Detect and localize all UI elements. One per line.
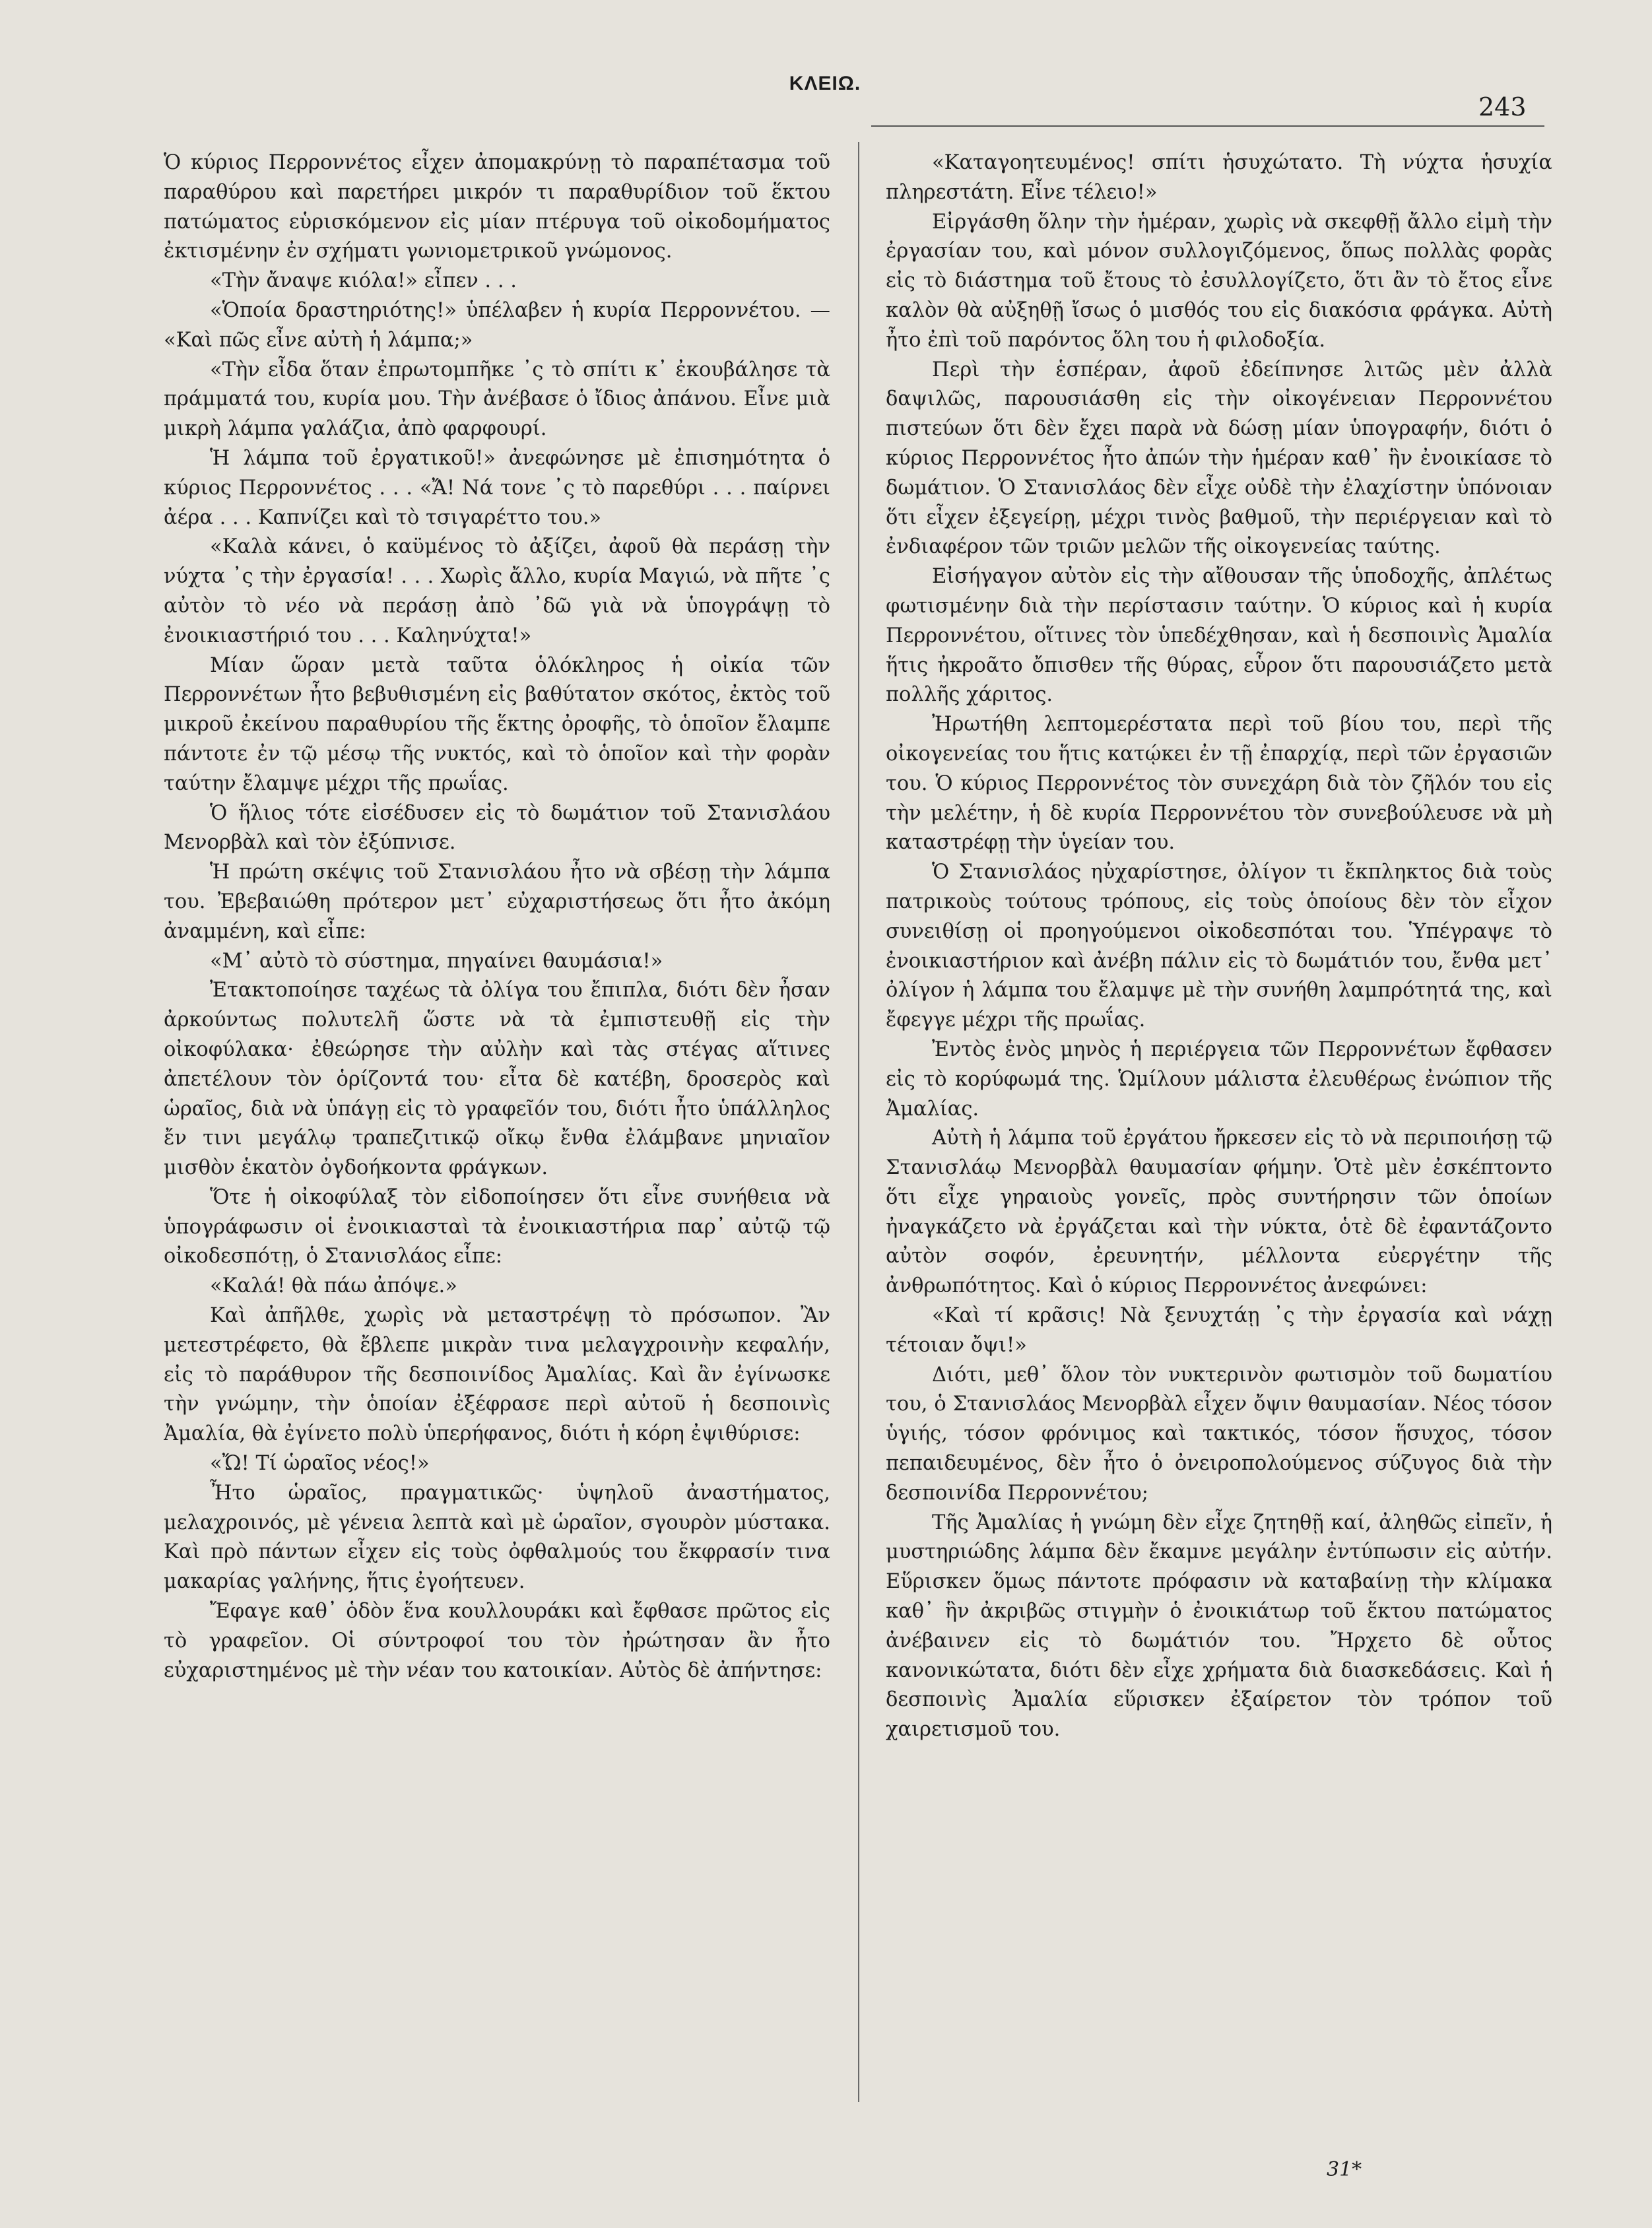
paragraph: «Καλὰ κάνει, ὁ καϋμένος τὸ ἀξίζει, ἀφοῦ θὰ περάσῃ τὴν νύχτα ᾽ς τὴν ἐργασία! . . . Χωρὶς ἄλλο, κυρία Μαγιώ, νὰ πῆτε ᾽ς αὐτὸν τὸ νέο νὰ περάσῃ ἀπὸ ᾽δῶ γιὰ νὰ ὑπογράψῃ τὸ ἐνοικιαστήριό του . . . Καληνύχτα!»	[164, 535, 830, 647]
paragraph: «Καὶ τί κρᾶσις! Νὰ ξενυχτάῃ ᾽ς τὴν ἐργασία καὶ νάχῃ τέτοιαν ὄψι!»	[886, 1304, 1552, 1357]
column-divider	[858, 142, 859, 2102]
paragraph: Ἐντὸς ἑνὸς μηνὸς ἡ περιέργεια τῶν Περροννέτων ἔφθασεν εἰς τὸ κορύφωμά της. Ὡμίλουν μάλιστα ἐλευθέρως ἐνώπιον τῆς Ἀμαλίας.	[886, 1037, 1552, 1121]
signature-mark: 31*	[1327, 2158, 1362, 2181]
paragraph: «Τὴν ἄναψε κιόλα!» εἶπεν . . .	[210, 269, 517, 293]
paragraph: Ἡ λάμπα τοῦ ἐργατικοῦ!» ἀνεφώνησε μὲ ἐπισημότητα ὁ κύριος Περροννέτος . . . «Ἄ! Νά τονε ᾽ς τὸ παρεθύρι . . . παίρνει ἀέρα . . . Καπνίζει καὶ τὸ τσιγαρέττο του.»	[164, 446, 830, 529]
paragraph: Μίαν ὥραν μετὰ ταῦτα ὁλόκληρος ἡ οἰκία τῶν Περροννέτων ἦτο βεβυθισμένη εἰς βαθύτατον σκότος, ἐκτὸς τοῦ μικροῦ ἐκείνου παραθυρίου τῆς ἕκτης ὀροφῆς, τὸ ὁποῖον ἔλαμπε πάντοτε ἐν τῷ μέσῳ τῆς νυκτός, καὶ τὸ ὁποῖον καὶ τὴν φορὰν ταύτην ἔλαμψε μέχρι τῆς πρωΐας.	[164, 653, 830, 795]
paragraph: Εἰργάσθη ὅλην τὴν ἡμέραν, χωρὶς νὰ σκεφθῇ ἄλλο εἰμὴ τὴν ἐργασίαν του, καὶ μόνον συλλογιζόμενος, ὅπως πολλὰς φορὰς εἰς τὸ διάστημα τοῦ ἔτους τὸ ἐσυλλογίζετο, ὅτι ἂν τὸ ἔτος εἶνε καλὸν θὰ αὐξηθῇ ἴσως ὁ μισθός του εἰς διακόσια φράγκα. Αὐτὴ ἦτο ἐπὶ τοῦ παρόντος ὅλη του ἡ φιλοδοξία.	[886, 210, 1552, 352]
paragraph: «Μ᾽ αὐτὸ τὸ σύστημα, πηγαίνει θαυμάσια!»	[210, 949, 663, 973]
paragraph: «Τὴν εἶδα ὅταν ἐπρωτομπῆκε ᾽ς τὸ σπίτι κ᾽ ἐκουβάλησε τὰ πράμματά του, κυρία μου. Τὴν ἀνέβασε ὁ ἴδιος ἀπάνου. Εἶνε μιὰ μικρὴ λάμπα γαλάζια, ἀπὸ φαρφουρί.	[164, 358, 830, 441]
left-column	[164, 148, 830, 2155]
running-title: ΚΛΕΙΩ.	[789, 73, 861, 94]
paragraph: Ὅτε ἡ οἰκοφύλαξ τὸν εἰδοποίησεν ὅτι εἶνε συνήθεια νὰ ὑπογράφωσιν οἱ ἐνοικιασταὶ τὰ ἐνοικιαστήρια παρ᾽ αὐτῷ τῷ οἰκοδεσπότῃ, ὁ Στανισλάος εἶπε:	[164, 1185, 830, 1268]
paragraph: «Καταγοητευμένος! σπίτι ἡσυχώτατο. Τὴ νύχτα ἡσυχία πληρεστάτη. Εἶνε τέλειο!»	[886, 151, 1552, 204]
paragraph: Περὶ τὴν ἑσπέραν, ἀφοῦ ἐδείπνησε λιτῶς μὲν ἀλλὰ δαψιλῶς, παρουσιάσθη εἰς τὴν οἰκογένειαν Περροννέτου πιστεύων ὅτι δὲν ἔχει παρὰ νὰ δώσῃ μίαν ὑπογραφήν, διότι ὁ κύριος Περροννέτος ἦτο ἀπών τὴν ἡμέραν καθ᾽ ἣν ἐνοικίασε τὸ δωμάτιον. Ὁ Στανισλάος δὲν εἶχε οὐδὲ τὴν ἐλαχίστην ὑπόνοιαν ὅτι εἶχεν ἐξεγείρῃ, μέχρι τινὸς βαθμοῦ, τὴν περιέργειαν καὶ τὸ ἐνδιαφέρον τῶν τριῶν μελῶν τῆς οἰκογενείας ταύτης.	[886, 358, 1552, 559]
right-column	[886, 148, 1552, 2155]
page-number: 243	[1478, 92, 1527, 121]
paragraph: «Ὤ! Τί ὡραῖος νέος!»	[210, 1452, 430, 1476]
paragraph: Ἡ πρώτη σκέψις τοῦ Στανισλάου ἦτο νὰ σβέσῃ τὴν λάμπα του. Ἐβεβαιώθη πρότερον μετ᾽ εὐχαριστήσεως ὅτι ἦτο ἀκόμη ἀναμμένη, καὶ εἶπε:	[164, 861, 830, 943]
paragraph: Ὁ Στανισλάος ηὐχαρίστησε, ὀλίγον τι ἔκπληκτος διὰ τοὺς πατρικοὺς τούτους τρόπους, εἰς τοὺς ὁποίους δὲν τὸν εἶχον συνειθίσῃ οἱ προηγούμενοι οἰκοδεσπόται του. Ὑπέγραψε τὸ ἐνοικιαστήριον καὶ ἀνέβη πάλιν εἰς τὸ δωμάτιόν του, ἔνθα μετ᾽ ὀλίγον ἡ λάμπα του ἔλαμψε μὲ τὴν συνήθη λαμπρότητά της, καὶ ἔφεγγε μέχρι τῆς πρωΐας.	[886, 861, 1552, 1032]
paragraph: Ἦτο ὡραῖος, πραγματικῶς· ὑψηλοῦ ἀναστήματος, μελαχροινός, μὲ γένεια λεπτὰ καὶ μὲ ὡραῖον, σγουρὸν μύστακα. Καὶ πρὸ πάντων εἶχεν εἰς τοὺς ὀφθαλμούς του ἔκφρασίν τινα μακαρίας γαλήνης, ἥτις ἐγοήτευεν.	[164, 1481, 830, 1594]
paragraph: «Ὁποία δραστηριότης!» ὑπέλαβεν ἡ κυρία Περροννέτου. — «Καὶ πῶς εἶνε αὐτὴ ἡ λάμπα;»	[164, 298, 830, 352]
paragraph: Ἠρωτήθη λεπτομερέστατα περὶ τοῦ βίου του, περὶ τῆς οἰκογενείας του ἥτις κατῴκει ἐν τῇ ἐπαρχίᾳ, περὶ τῶν ἐργασιῶν του. Ὁ κύριος Περροννέτος τὸν συνεχάρη διὰ τὸν ζῆλόν του εἰς τὴν μελέτην, ἡ δὲ κυρία Περροννέτου τὸν συνεβούλευσε νὰ μὴ καταστρέφῃ τὴν ὑγείαν του.	[886, 713, 1552, 855]
paragraph: Καὶ ἀπῆλθε, χωρὶς νὰ μεταστρέψῃ τὸ πρόσωπον. Ἂν μετεστρέφετο, θὰ ἔβλεπε μικρὰν τινα μελαγχροινὴν κεφαλήν, εἰς τὸ παράθυρον τῆς δεσποινίδος Ἀμαλίας. Καὶ ἂν ἐγίνωσκε τὴν γνώμην, τὴν ὁποίαν ἐξέφρασε περὶ αὐτοῦ ἡ δεσποινὶς Ἀμαλία, θὰ ἐγίνετο πολὺ ὑπερήφανος, διότι ἡ κόρη ἐψιθύρισε:	[164, 1304, 830, 1446]
paragraph: Ἐτακτοποίησε ταχέως τὰ ὀλίγα του ἔπιπλα, διότι δὲν ἦσαν ἀρκούντως πολυτελῆ ὥστε νὰ τὰ ἐμπιστευθῇ εἰς τὴν οἰκοφύλακα· ἐθεώρησε τὴν αὐλὴν καὶ τὰς στέγας αἵτινες ἀπετέλουν τὸν ὁρίζοντά του· εἶτα δὲ κατέβη, δροσερὸς καὶ ὡραῖος, διὰ νὰ ὑπάγῃ εἰς τὸ γραφεῖόν του, διότι ἦτο ὑπάλληλος ἔν τινι μεγάλῳ τραπεζιτικῷ οἴκῳ ἔνθα ἐλάμβανε μηνιαῖον μισθὸν ἑκατὸν ὀγδοήκοντα φράγκων.	[164, 979, 830, 1180]
paragraph: Εἰσήγαγον αὐτὸν εἰς τὴν αἴθουσαν τῆς ὑποδοχῆς, ἀπλέτως φωτισμένην διὰ τὴν περίστασιν ταύτην. Ὁ κύριος καὶ ἡ κυρία Περροννέτου, οἵτινες τὸν ὑπεδέχθησαν, καὶ ἡ δεσποινὶς Ἀμαλία ἥτις ἠκροᾶτο ὄπισθεν τῆς θύρας, εὗρον ὅτι παρουσιάζετο μετὰ πολλῆς χάριτος.	[886, 565, 1552, 707]
paragraph: Τῆς Ἀμαλίας ἡ γνώμη δὲν εἶχε ζητηθῇ καί, ἀληθῶς εἰπεῖν, ἡ μυστηριώδης λάμπα δὲν ἔκαμνε μεγάλην ἐντύπωσιν εἰς αὐτήν. Εὕρισκεν ὅμως πάντοτε πρόφασιν νὰ καταβαίνῃ τὴν κλίμακα καθ᾽ ἣν ἀκριβῶς στιγμὴν ὁ ἐνοικιάτωρ τοῦ ἕκτου πατώματος ἀνέβαινεν εἰς τὸ δωμάτιόν του. Ἤρχετο δὲ οὗτος κανονικώτατα, διότι δὲν εἶχε χρήματα διὰ διασκεδάσεις. Καὶ ἡ δεσποινὶς Ἀμαλία εὕρισκεν ἐξαίρετον τὸν τρόπον τοῦ χαιρετισμοῦ του.	[886, 1511, 1552, 1742]
header-rule	[871, 125, 1544, 127]
paragraph: «Καλά! θὰ πάω ἀπόψε.»	[210, 1274, 457, 1298]
paragraph: Ὁ κύριος Περροννέτος εἶχεν ἀπομακρύνῃ τὸ παραπέτασμα τοῦ παραθύρου καὶ παρετήρει μικρόν τι παραθυρίδιον τοῦ ἕκτου πατώματος εὑρισκόμενον εἰς μίαν πτέρυγα τοῦ οἰκοδομήματος ἐκτισμένην ἐν σχήματι γωνιομετρικοῦ γνώμονος.	[164, 151, 830, 263]
paragraph: Αὐτὴ ἡ λάμπα τοῦ ἐργάτου ἤρκεσεν εἰς τὸ νὰ περιποιήσῃ τῷ Στανισλάῳ Μενορβὰλ θαυμασίαν φήμην. Ὁτὲ μὲν ἐσκέπτοντο ὅτι εἶχε γηραιοὺς γονεῖς, πρὸς συντήρησιν τῶν ὁποίων ἠναγκάζετο νὰ ἐργάζεται καὶ τὴν νύκτα, ὁτὲ δὲ ἐφαντάζοντο αὐτὸν σοφόν, ἐρευνητήν, μέλλοντα εὐεργέτην τῆς ἀνθρωπότητος. Καὶ ὁ κύριος Περροννέτος ἀνεφώνει:	[886, 1127, 1552, 1298]
paragraph: Ἔφαγε καθ᾽ ὁδὸν ἕνα κουλλουράκι καὶ ἔφθασε πρῶτος εἰς τὸ γραφεῖον. Οἱ σύντροφοί του τὸν ἠρώτησαν ἂν ἦτο εὐχαριστημένος μὲ τὴν νέαν του κατοικίαν. Αὐτὸς δὲ ἀπήντησε:	[164, 1600, 830, 1682]
paragraph: Ὁ ἥλιος τότε εἰσέδυσεν εἰς τὸ δωμάτιον τοῦ Στανισλάου Μενορβὰλ καὶ τὸν ἐξύπνισε.	[164, 801, 830, 855]
paragraph: Διότι, μεθ᾽ ὅλον τὸν νυκτερινὸν φωτισμὸν τοῦ δωματίου του, ὁ Στανισλάος Μενορβὰλ εἶχεν ὄψιν θαυμασίαν. Νέος τόσον ὑγιής, τόσον φρόνιμος καὶ τακτικός, τόσον ἥσυχος, τόσον πεπαιδευμένος, δὲν ἦτο ὁ ὀνειροπολούμενος σύζυγος διὰ τὴν δεσποινίδα Περροννέτου;	[886, 1363, 1552, 1505]
